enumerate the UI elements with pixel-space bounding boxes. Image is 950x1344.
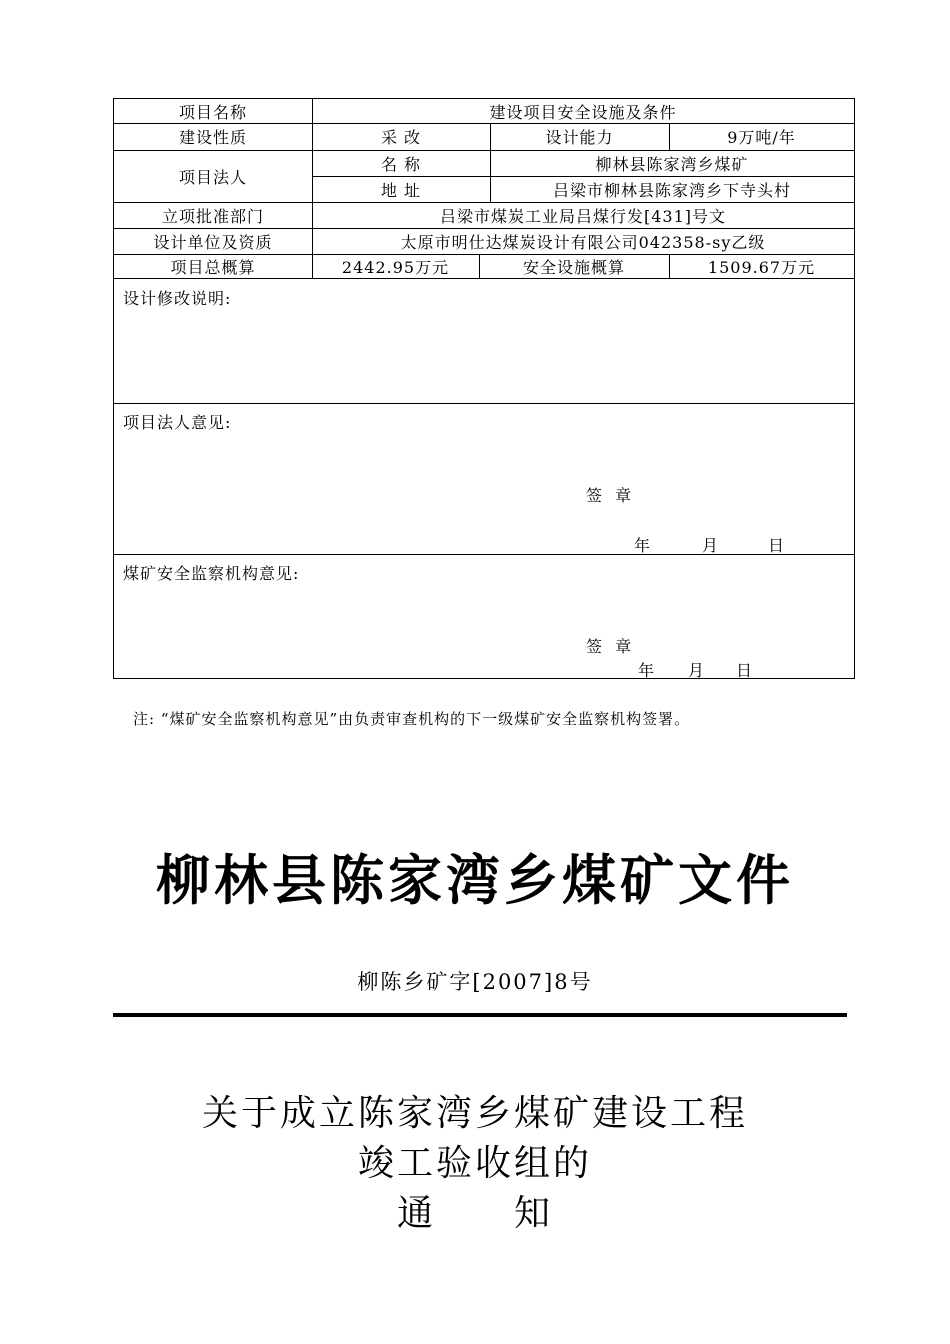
legal-month-label: 月 <box>702 536 720 555</box>
design-capacity-label: 设计能力 <box>545 128 614 147</box>
entity-address-label: 地 址 <box>380 180 422 200</box>
legal-day-label: 日 <box>768 536 786 555</box>
total-budget-value: 2442.95万元 <box>341 257 450 277</box>
entity-name-label: 名 称 <box>380 154 422 174</box>
design-unit-label: 设计单位及资质 <box>153 232 273 252</box>
subject-line-1: 关于成立陈家湾乡煤矿建设工程 <box>201 1093 748 1134</box>
design-capacity-value: 9万吨/年 <box>727 128 796 147</box>
legal-year-label: 年 <box>634 536 652 555</box>
entity-name-value: 柳林县陈家湾乡煤矿 <box>595 154 749 174</box>
supervision-day-label: 日 <box>736 661 754 680</box>
subject-line-2: 竣工验收组的 <box>357 1143 592 1184</box>
total-budget-label: 项目总概算 <box>170 257 256 277</box>
approval-dept-label: 立项批准部门 <box>161 206 264 226</box>
design-modification-label: 设计修改说明: <box>123 289 232 308</box>
supervision-opinion-label: 煤矿安全监察机构意见: <box>123 564 300 583</box>
approval-dept-value: 吕梁市煤炭工业局吕煤行发[431]号文 <box>439 206 727 226</box>
construction-type-label: 建设性质 <box>178 128 247 147</box>
subject-line-3: 通 知 <box>396 1193 553 1234</box>
footnote: 注: “煤矿安全监察机构意见”由负责审查机构的下一级煤矿安全监察机构签署。 <box>133 710 691 728</box>
project-name-label: 项目名称 <box>178 102 247 122</box>
header-divider <box>113 1013 847 1017</box>
project-name-value: 建设项目安全设施及条件 <box>489 102 677 122</box>
entity-address-value: 吕梁市柳林县陈家湾乡下寺头村 <box>552 180 791 200</box>
project-form-table <box>113 98 855 679</box>
construction-type-value: 采 改 <box>380 128 422 147</box>
safety-budget-label: 安全设施概算 <box>522 257 625 277</box>
legal-signature-label: 签 章 <box>586 486 636 505</box>
issuer-title: 柳林县陈家湾乡煤矿文件 <box>156 848 794 912</box>
document-number: 柳陈乡矿字[2007]8号 <box>357 970 593 994</box>
legal-entity-label: 项目法人 <box>178 167 247 187</box>
supervision-month-label: 月 <box>688 661 706 680</box>
design-unit-value: 太原市明仕达煤炭设计有限公司042358-sy乙级 <box>400 232 766 252</box>
legal-opinion-label: 项目法人意见: <box>123 413 232 432</box>
safety-budget-value: 1509.67万元 <box>707 257 816 277</box>
supervision-signature-label: 签 章 <box>586 637 636 656</box>
supervision-year-label: 年 <box>638 661 656 680</box>
